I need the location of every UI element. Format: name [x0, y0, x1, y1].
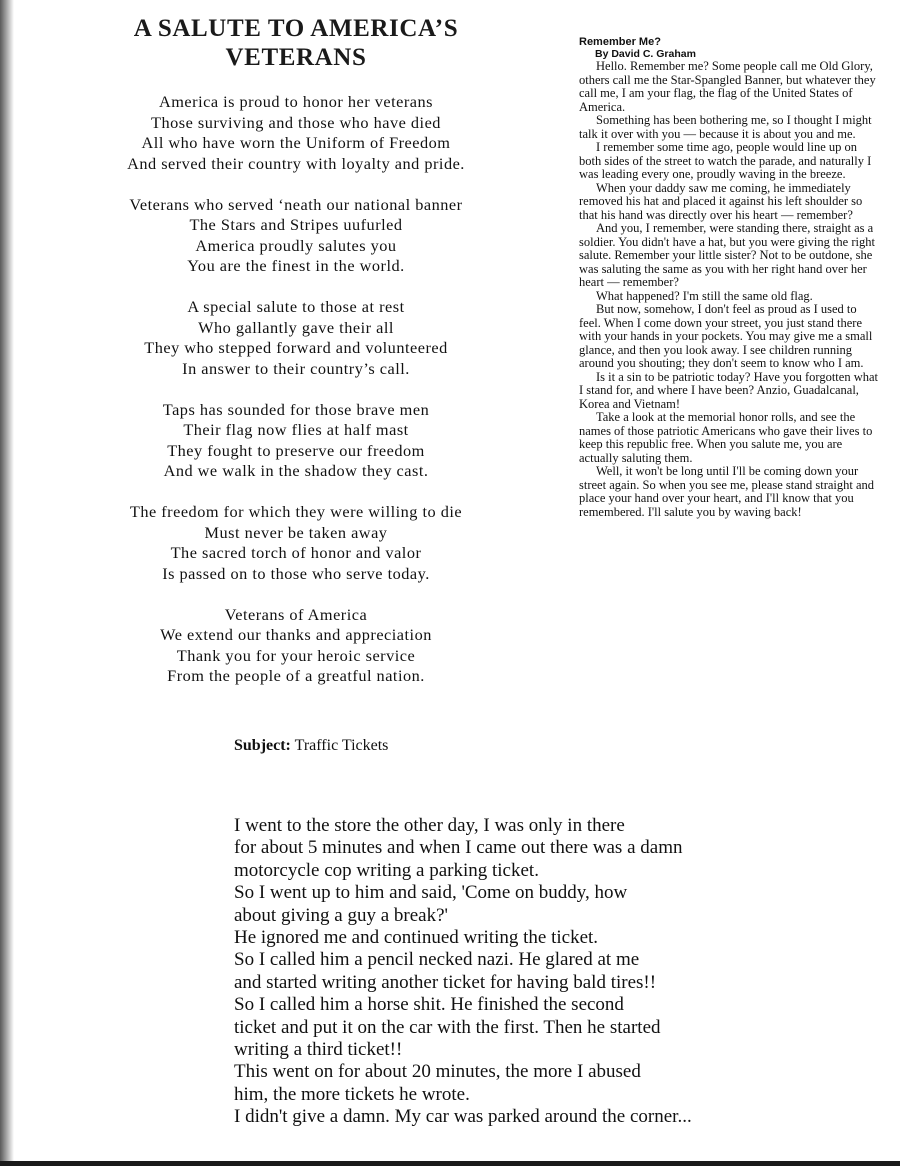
joke-line: him, the more tickets he wrote. [234, 1083, 470, 1105]
subject-label: Subject: [234, 737, 291, 754]
poem-line: Those surviving and those who have died [151, 112, 441, 132]
poem-body [96, 92, 496, 687]
joke-line: motorcycle cop writing a parking ticket. [234, 859, 539, 881]
page-bottom-edge [0, 1161, 900, 1166]
poem-stanza [96, 195, 496, 277]
poem-line: All who have worn the Uniform of Freedom [141, 133, 451, 152]
poem-title-line: VETERANS [225, 44, 367, 71]
poem-line: Who gallantly gave their all [198, 317, 394, 337]
poem-line: Veterans of America [224, 604, 368, 624]
article-paragraph: Is it a sin to be patriotic today? Have you forgotten what I stand for, and where I have been? Anzio, Guadalcanal, Korea and Vietnam! [579, 369, 878, 411]
poem-line: And served their country with loyalty and pride. [127, 153, 465, 173]
joke-line: So I went up to him and said, 'Come on buddy, how [234, 882, 628, 904]
poem-line: The freedom for which they were willing to die [129, 502, 463, 521]
article-paragraph: Something has been bothering me, so I thought I might talk it over with you — because it is about you and me. [579, 113, 872, 141]
article-byline: By David C. Graham [595, 48, 696, 60]
poem-line: We extend our thanks and appreciation [160, 625, 432, 644]
poem-line: They who stepped forward and volunteered [144, 338, 448, 357]
poem-title [96, 14, 496, 72]
page-binding-shadow [0, 0, 14, 1166]
poem-line: Veterans who served ‘neath our national banner [129, 194, 463, 214]
poem-line: The sacred torch of honor and valor [170, 543, 422, 562]
poem-line: You are the finest in the world. [187, 256, 405, 275]
poem-line: Is passed on to those who serve today. [162, 563, 430, 583]
poem-line: America proudly salutes you [195, 235, 397, 255]
joke-line: writing a third ticket!! [234, 1039, 403, 1061]
joke-line: about giving a guy a break?' [234, 904, 448, 926]
poem-line: Thank you for your heroic service [176, 645, 416, 665]
poem-line: America is proud to honor her veterans [159, 92, 433, 111]
article-paragraph: Hello. Remember me? Some people call me Old Glory, others call me the Star-Spangled Banner, but whatever they call me, I am your flag, the flag of the United States of America. [579, 59, 876, 114]
article-paragraph: Take a look at the memorial honor rolls, and see the names of those patriotic Americans who gave their lives to keep this republic free. When you salute me, you are actually saluting them. [579, 410, 873, 465]
poem-line: And we walk in the shadow they cast. [163, 461, 429, 480]
joke-line: This went on for about 20 minutes, the more I abused [234, 1061, 641, 1083]
poem-stanza [96, 92, 496, 174]
poem-line: They fought to preserve our freedom [167, 440, 425, 460]
joke-line: and started writing another ticket for having bald tires!! [234, 971, 657, 993]
joke-line: He ignored me and continued writing the ticket. [234, 927, 599, 949]
poem-line: The Stars and Stripes uufurled [189, 215, 403, 234]
joke-line: So I called him a pencil necked nazi. He glared at me [234, 949, 640, 971]
poem-stanza [96, 605, 496, 687]
poem-stanza [96, 400, 496, 482]
article-paragraph: When your daddy saw me coming, he immediately removed his hat and placed it against his left shoulder so that his hand was directly over his heart — remember? [579, 180, 863, 222]
joke-line: I didn't give a damn. My car was parked around the corner... [234, 1106, 692, 1128]
article-paragraph: Well, it won't be long until I'll be coming down your street again. So when you see me, please stand straight and place your hand over your heart, and I'll know that you remembered. I'll salute you by waving back! [579, 464, 875, 519]
article-paragraph: And you, I remember, were standing there, straight as a soldier. You didn't have a hat, but you were giving the right salute. Remember your little sister? Not to be outdone, she was saluting the same as you with her right hand over her heart — remember? [579, 221, 875, 289]
joke-line: I went to the store the other day, I was only in there [234, 815, 625, 836]
poem-line: Taps has sounded for those brave men [162, 399, 430, 419]
article-title: Remember Me? [579, 36, 661, 48]
article-paragraph: What happened? I'm still the same old flag. [596, 288, 813, 303]
poem-stanza [96, 502, 496, 584]
joke-line: for about 5 minutes and when I came out there was a damn [234, 837, 683, 859]
joke-text [234, 815, 834, 1129]
poem-stanza [96, 297, 496, 379]
poem [96, 14, 496, 707]
article-paragraph: I remember some time ago, people would line up on both sides of the street to watch the parade, and naturally I was leading every one, proudly waving in the breeze. [579, 140, 872, 181]
joke-line: ticket and put it on the car with the first. Then he started [234, 1016, 661, 1038]
poem-line: From the people of a greatful nation. [167, 666, 425, 685]
poem-title-line: A SALUTE TO AMERICA’S [133, 15, 459, 42]
flag-article [579, 36, 879, 519]
poem-line: Must never be taken away [204, 522, 388, 542]
article-paragraph: But now, somehow, I don't feel as proud as I used to feel. When I come down your street, you just stand there with your hands in your pockets. You may give me a small glance, and then you look away. I see children running around you shouting; they don't seem to know who I am. [579, 302, 873, 370]
poem-line: A special salute to those at rest [187, 297, 405, 316]
joke-line: So I called him a horse shit. He finished the second [234, 994, 624, 1016]
subject-value: Traffic Tickets [294, 737, 389, 754]
email-subject-line [234, 737, 388, 755]
poem-line: In answer to their country’s call. [182, 358, 410, 378]
poem-line: Their flag now flies at half mast [183, 420, 409, 439]
